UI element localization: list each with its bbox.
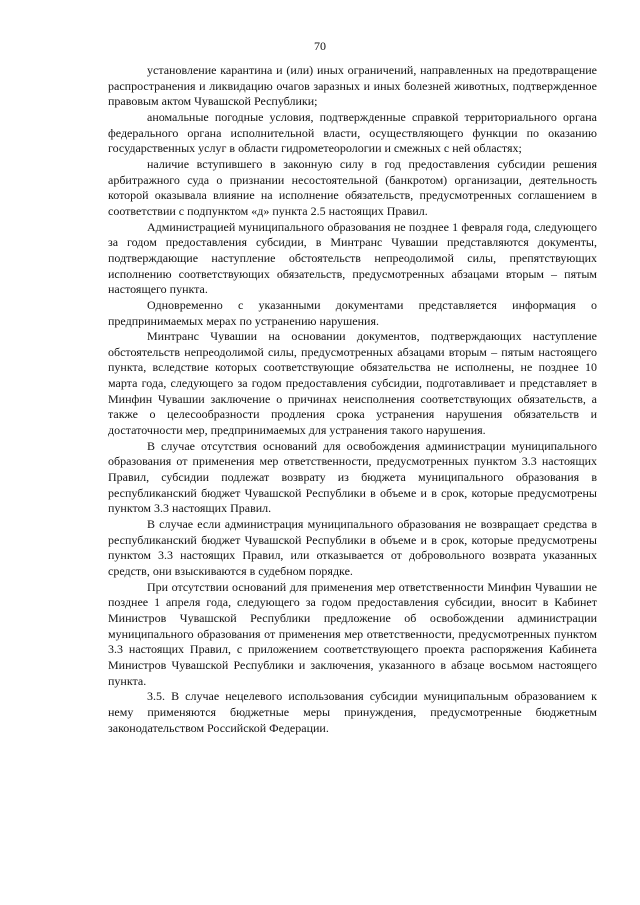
paragraph-documents-submission: Администрацией муниципального образования не позднее 1 февраля года, следующего за годом предоставления субсидии, в Минтранс Чувашии представляются документы, подтверждающие наступление обстоятельств непреодолимой силы, препятствующих исполнению соответствующих обязательств, предусмотренных абзацами вторым – пятым настоящего пункта. (108, 219, 597, 297)
paragraph-minfin-proposal: При отсутствии оснований для применения мер ответственности Минфин Чувашии не позднее 1 апреля года, следующего за годом предоставления субсидии, вносит в Кабинет Министров Чувашской Республики предложение об освобождении администрации муниципального образования от применения мер ответственности, предусмотренных пунктом 3.3 настоящих Правил, с приложением соответствующего проекта распоряжения Кабинета Министров Чувашской Республики и заключения, указанного в абзаце восьмом настоящего пункта. (108, 579, 597, 688)
paragraph-subsidy-return: В случае отсутствия оснований для освобождения администрации муниципального образования от применения мер ответственности, предусмотренных пунктом 3.3 настоящих Правил, субсидии подлежат возврату из бюджета муниципального образования в республиканский бюджет Чувашской Республики в объеме и в срок, которые предусмотрены пунктом 3.3 настоящих Правил. (108, 438, 597, 516)
paragraph-mintrans-conclusion: Минтранс Чувашии на основании документов, подтверждающих наступление обстоятельств непреодолимой силы, предусмотренных абзацами вторым – пятым настоящего пункта, вследствие которых соответствующие обязательства не исполнены, не позднее 10 марта года, следующего за годом предоставления субсидии, подготавливает и представляет в Минфин Чувашии заключение о причинах неисполнения соответствующих обязательств, а также о целесообразности продления срока устранения нарушения обязательств и достаточности мер, предпринимаемых для устранения такого нарушения. (108, 329, 597, 438)
document-body (108, 63, 597, 736)
paragraph-court-decision: наличие вступившего в законную силу в год предоставления субсидии решения арбитражного суда о признании несостоятельной (банкротом) организации, деятельность которой оказывала влияние на исполнение обязательств, предусмотренных соглашением в соответствии с подпунктом «д» пункта 2.5 настоящих Правил. (108, 156, 597, 218)
page-number: 70 (314, 39, 326, 53)
paragraph-court-recovery: В случае если администрация муниципального образования не возвращает средства в республиканский бюджет Чувашской Республики в объеме и в срок, которые предусмотрены пунктом 3.3 настоящих Правил, или отказывается от добровольного возврата указанных средств, они взыскиваются в судебном порядке. (108, 517, 597, 578)
paragraph-quarantine: установление карантина и (или) иных ограничений, направленных на предотвращение распространения и ликвидацию очагов заразных и иных болезней животных, подтвержденное правовым актом Чувашской Республики; (108, 63, 597, 109)
paragraph-section-3-5: 3.5. В случае нецелевого использования субсидии муниципальным образованием к нему применяются бюджетные меры принуждения, предусмотренные бюджетным законодательством Российской Федерации. (108, 689, 597, 735)
paragraph-weather-conditions: аномальные погодные условия, подтвержденные справкой территориального органа федерального органа исполнительной власти, осуществляющего функции по оказанию государственных услуг в области гидрометеорологии и смежных с ней областях; (108, 109, 597, 156)
paragraph-measures-information: Одновременно с указанными документами представляется информация о предпринимаемых мерах по устранению нарушения. (108, 297, 597, 328)
